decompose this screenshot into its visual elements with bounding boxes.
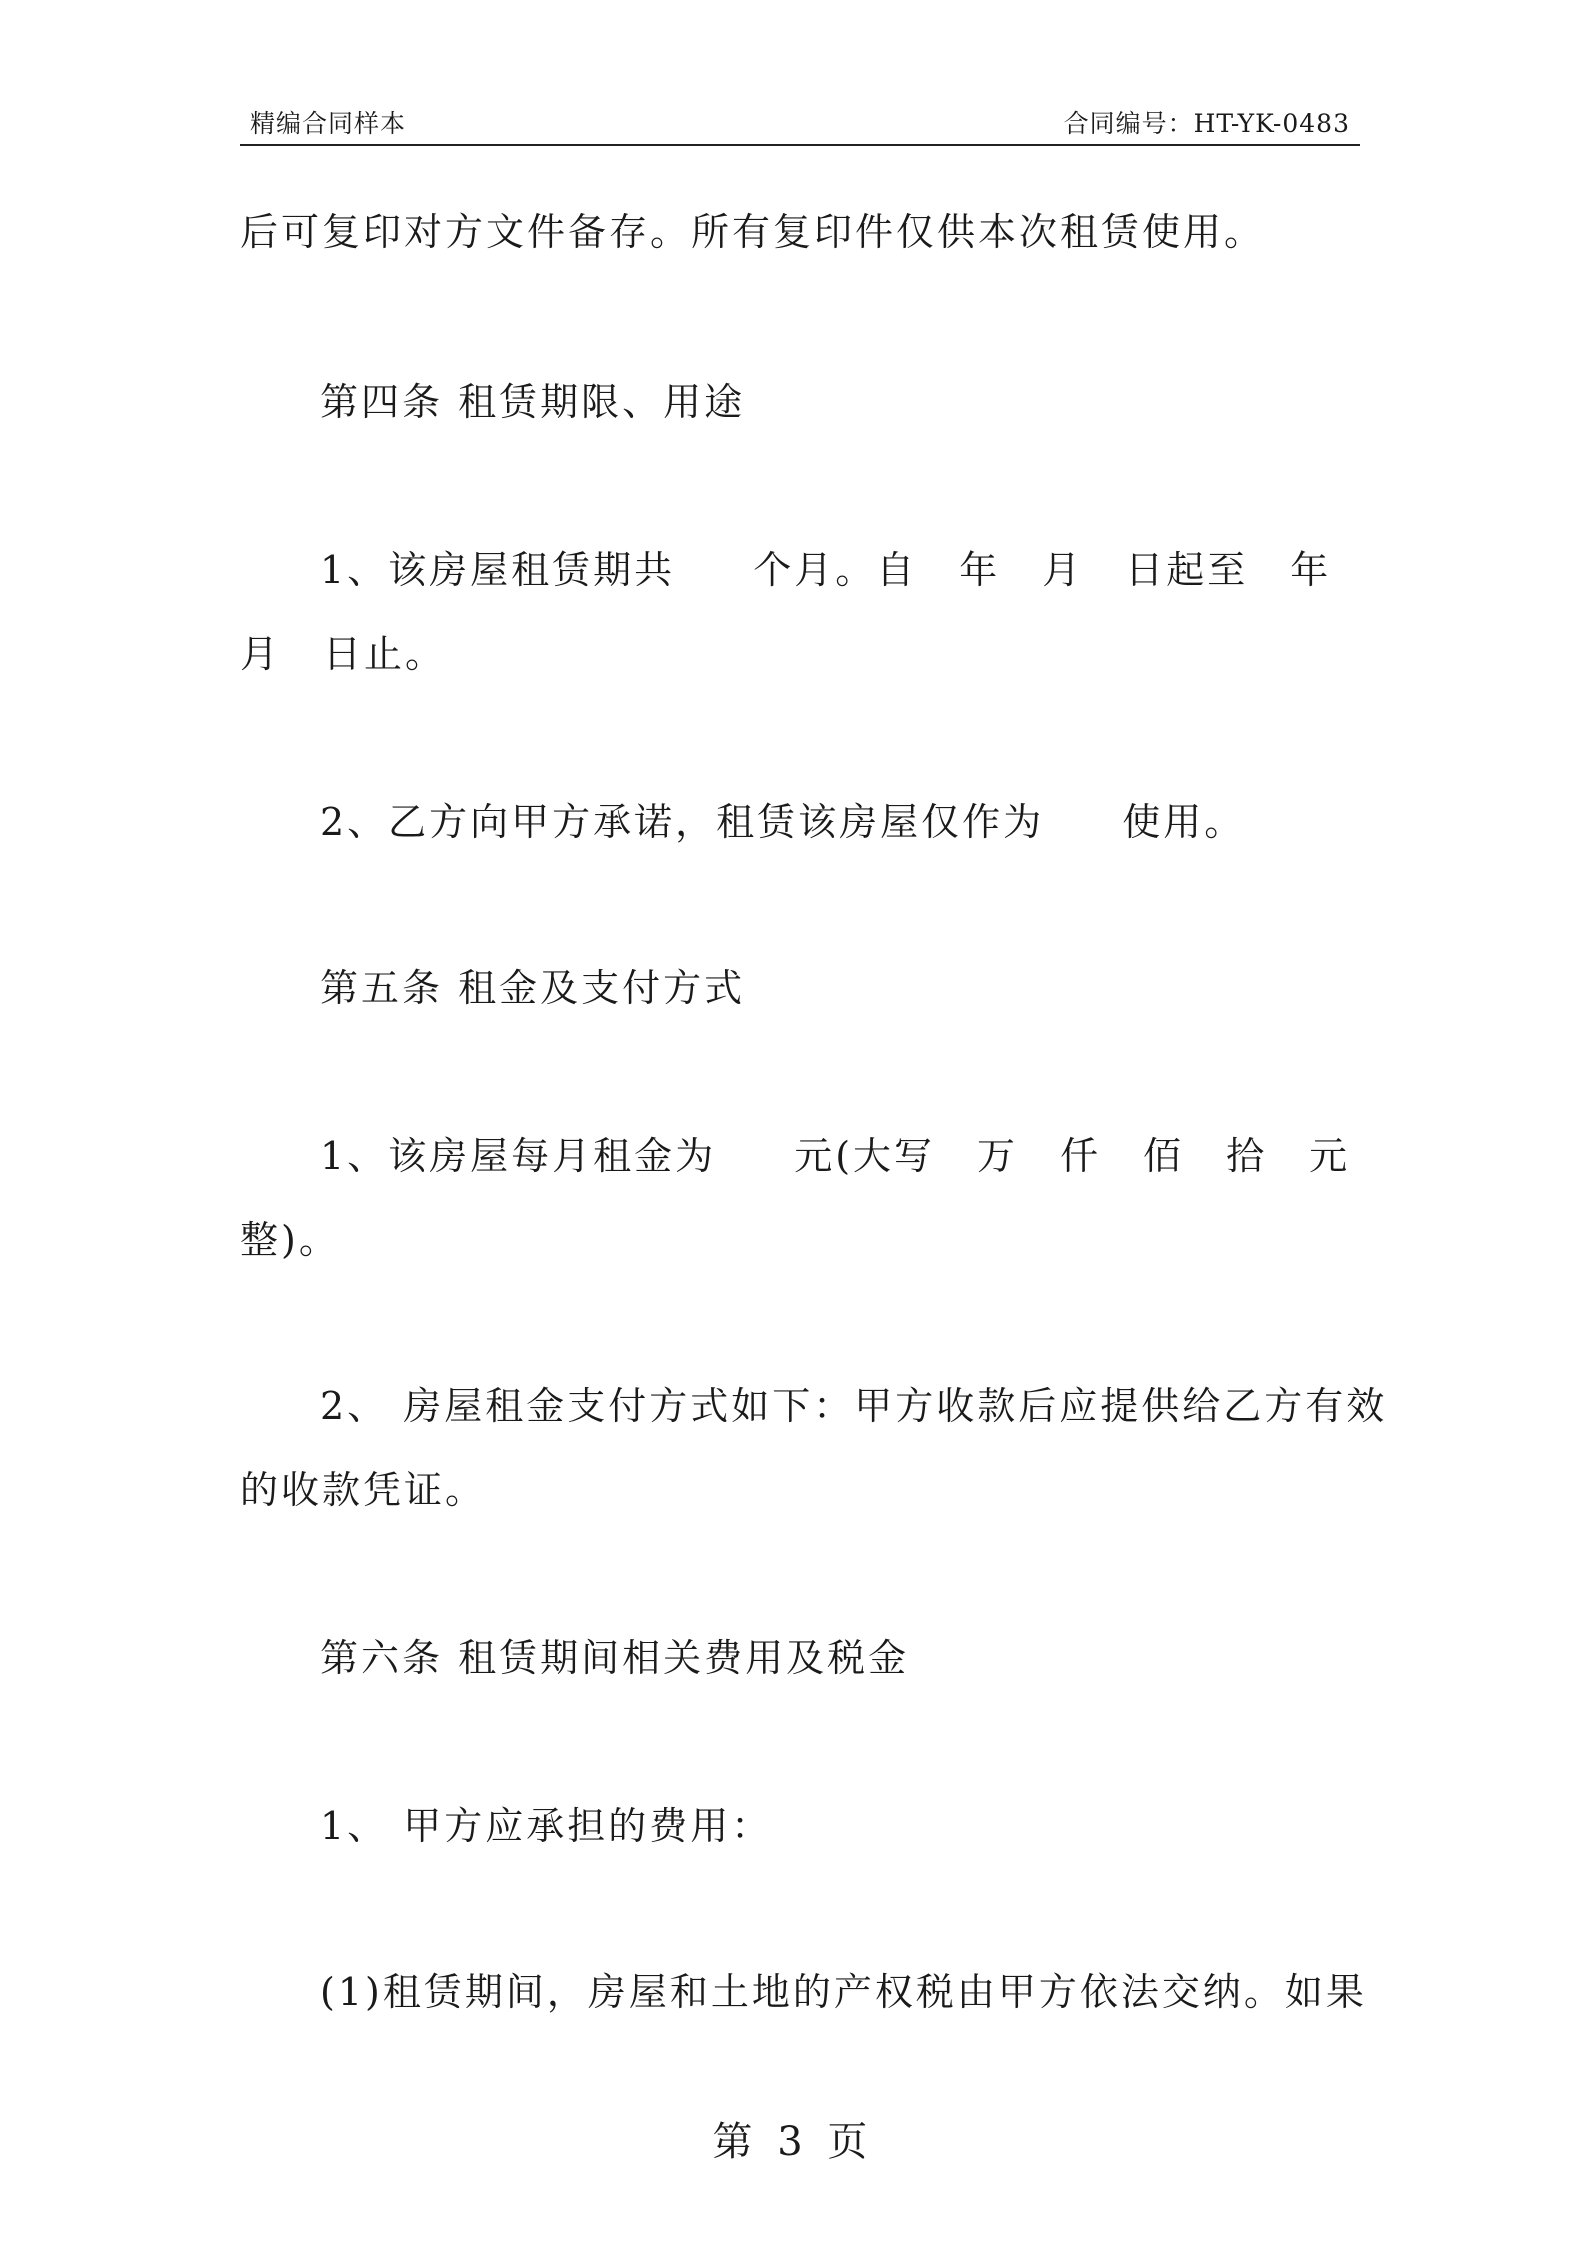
article-6-clause-1: 1、 甲方应承担的费用：: [320, 1804, 773, 1848]
paragraph-continuation: 后可复印对方文件备存。所有复印件仅供本次租赁使用。: [240, 210, 1266, 254]
clause-text: 日止。: [323, 632, 447, 676]
page-number: 第 3 页: [712, 2119, 874, 2165]
clause-text: 元: [1309, 1134, 1351, 1178]
article-4-title: 第四条 租赁期限、用途: [320, 380, 746, 424]
article-5-clause-1-line-2: 整)。: [240, 1218, 340, 1262]
header-doc-title: 精编合同样本: [250, 109, 407, 138]
article-5-title: 第五条 租金及支付方式: [320, 966, 746, 1010]
clause-text: 1、该房屋租赁期共: [320, 548, 676, 592]
clause-text: 元(大写: [794, 1134, 936, 1178]
header-contract-number: 合同编号：HT-YK-0483: [1063, 109, 1350, 138]
clause-text: 拾: [1226, 1134, 1268, 1178]
clause-text: 仟: [1060, 1134, 1102, 1178]
clause-text: 月: [1042, 548, 1084, 592]
clause-text: 月: [240, 632, 282, 676]
clause-text: 1、该房屋每月租金为: [320, 1134, 717, 1178]
page-header: [240, 104, 1360, 144]
article-4-clause-1-line-1: [320, 528, 1440, 612]
article-5-clause-2-line-2: 的收款凭证。: [240, 1468, 487, 1512]
article-6-item-1: (1)租赁期间，房屋和土地的产权税由甲方依法交纳。如果: [320, 1970, 1367, 2014]
clause-text: 2、乙方向甲方承诺，租赁该房屋仅作为: [320, 800, 1045, 844]
clause-text: 日起至: [1125, 548, 1249, 592]
clause-text: 年: [959, 548, 1001, 592]
header-divider: [240, 144, 1360, 146]
clause-text: 使用。: [1122, 800, 1246, 844]
article-4-clause-1-line-2: [240, 612, 1360, 696]
clause-text: 佰: [1143, 1134, 1185, 1178]
article-4-clause-2: [320, 780, 1440, 864]
article-5-clause-1-line-1: [320, 1114, 1440, 1198]
clause-text: 万: [977, 1134, 1019, 1178]
article-5-clause-2-line-1: 2、 房屋租金支付方式如下：甲方收款后应提供给乙方有效: [320, 1384, 1388, 1428]
clause-text: 个月。自: [753, 548, 918, 592]
article-6-title: 第六条 租赁期间相关费用及税金: [320, 1636, 910, 1680]
clause-text: 年: [1290, 548, 1332, 592]
